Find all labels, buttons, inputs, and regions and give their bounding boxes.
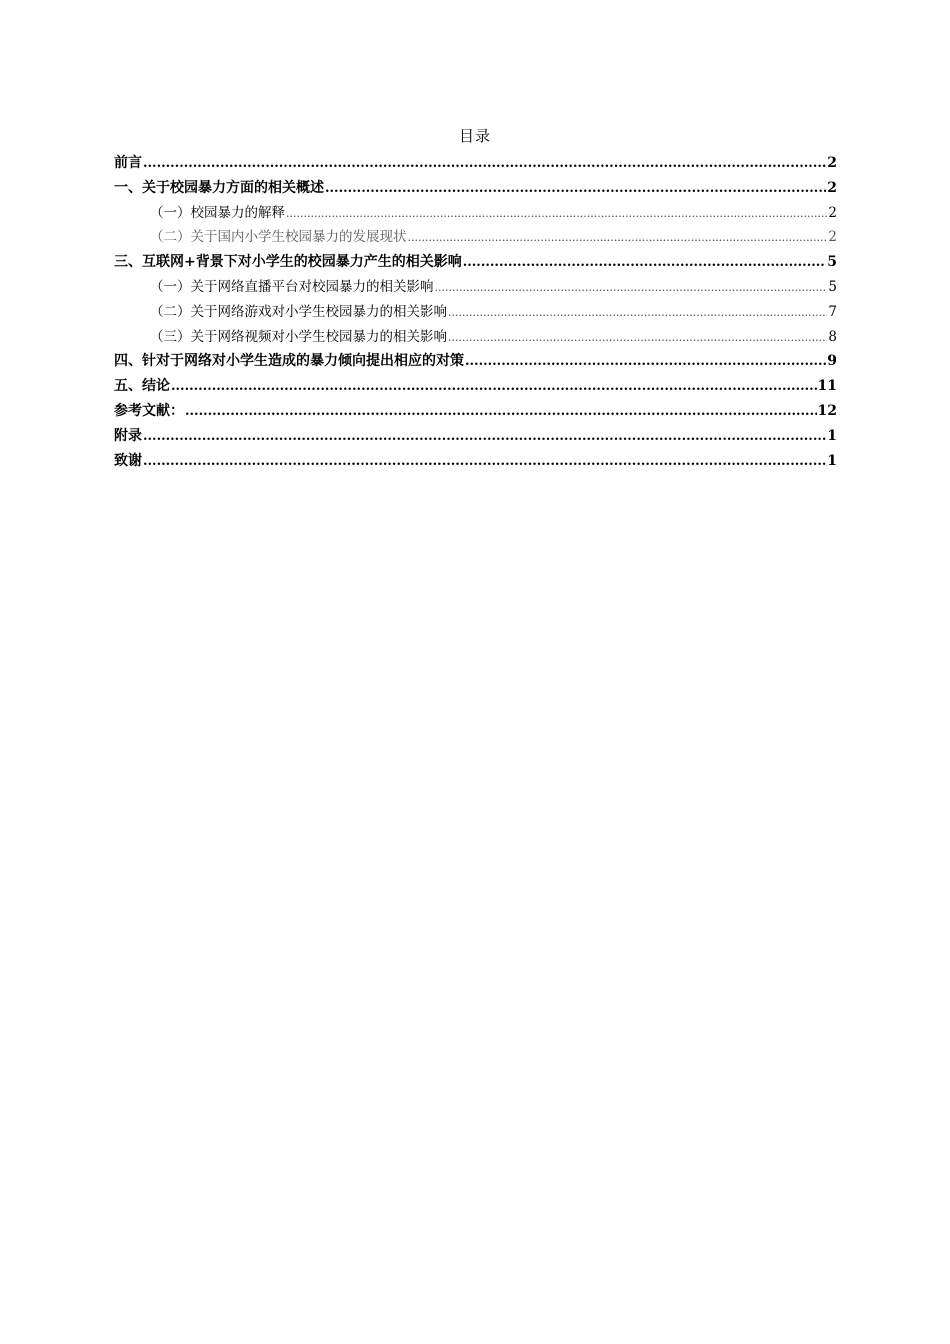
- toc-title: 目录: [458, 127, 491, 145]
- toc-entry-label: （一）关于网络直播平台对校园暴力的相关影响: [150, 278, 434, 295]
- dot-leader: [465, 352, 826, 372]
- toc-entry-page: 1: [827, 427, 837, 444]
- toc-entry-label: 参考文献：: [114, 402, 184, 419]
- toc-entry-page: 1: [827, 452, 837, 469]
- toc-entry-label: （二）关于国内小学生校园暴力的发展现状: [150, 229, 407, 246]
- toc-entry-page: 5: [828, 278, 837, 295]
- dot-leader: [448, 303, 827, 323]
- toc-entry-label: （三）关于网络视频对小学生校园暴力的相关影响: [150, 328, 447, 345]
- toc-entry-section-4[interactable]: [114, 349, 837, 374]
- toc-entry-preface[interactable]: [114, 151, 837, 176]
- toc-entry-section-3-3[interactable]: [114, 325, 837, 350]
- toc-entry-section-3[interactable]: [114, 250, 837, 275]
- toc-entry-label: 一、关于校园暴力方面的相关概述: [114, 179, 324, 196]
- dot-leader: [448, 328, 827, 348]
- toc-entry-section-1[interactable]: [114, 176, 837, 201]
- toc-entry-page: 2: [828, 204, 837, 221]
- toc-entry-acknowledgements[interactable]: [114, 449, 837, 474]
- toc-entry-label: 附录: [114, 427, 142, 444]
- toc-entry-page: 5: [827, 254, 837, 271]
- toc-entry-section-1-2[interactable]: [114, 225, 837, 250]
- dot-leader: [185, 402, 817, 422]
- toc-entry-page: 12: [817, 402, 837, 419]
- dot-leader: [286, 204, 827, 224]
- dot-leader: [325, 179, 826, 199]
- toc-entry-section-5[interactable]: [114, 374, 837, 399]
- dot-leader: [408, 228, 828, 248]
- table-of-contents: [114, 151, 837, 473]
- toc-entry-label: 五、结论: [114, 378, 170, 395]
- toc-entry-label: 四、针对于网络对小学生造成的暴力倾向提出相应的对策: [114, 353, 464, 370]
- toc-entry-label: （一）校园暴力的解释: [150, 204, 285, 221]
- toc-entry-page: 7: [828, 303, 837, 320]
- toc-entry-page: 2: [827, 179, 837, 196]
- toc-entry-references[interactable]: [114, 399, 837, 424]
- toc-entry-page: 9: [827, 353, 837, 370]
- toc-entry-section-3-1[interactable]: [114, 275, 837, 300]
- dot-leader: [171, 377, 817, 397]
- toc-entry-label: 致谢: [114, 452, 142, 469]
- dot-leader: [143, 452, 826, 472]
- dot-leader: [143, 427, 826, 447]
- toc-entry-page: 11: [817, 378, 837, 395]
- toc-entry-appendix[interactable]: [114, 424, 837, 449]
- toc-entry-section-1-1[interactable]: [114, 201, 837, 226]
- toc-entry-label: 前言: [114, 155, 142, 171]
- toc-entry-label: 三、互联网+背景下对小学生的校园暴力产生的相关影响: [114, 254, 462, 271]
- dot-leader: [463, 253, 827, 273]
- toc-entry-page: 2: [827, 155, 837, 171]
- dot-leader: [435, 278, 828, 298]
- toc-entry-page: 2: [828, 229, 837, 246]
- toc-entry-page: 8: [828, 328, 837, 345]
- toc-entry-section-3-2[interactable]: [114, 300, 837, 325]
- dot-leader: [143, 154, 826, 174]
- toc-entry-label: （二）关于网络游戏对小学生校园暴力的相关影响: [150, 303, 447, 320]
